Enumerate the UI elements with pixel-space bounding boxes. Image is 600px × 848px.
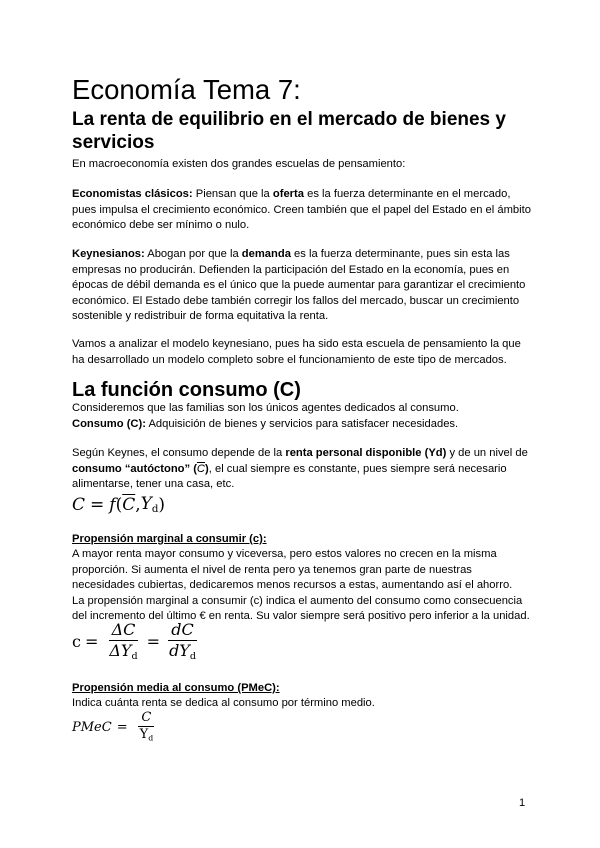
classical-text-1: Piensan que la (192, 188, 273, 200)
keynes-bold-autonomous (72, 463, 209, 475)
formula1-function: f (109, 494, 116, 515)
formula1-income (141, 494, 159, 515)
keynes-autonomous-close: ) (205, 462, 209, 475)
formula3-den-sub: d (148, 733, 154, 743)
classical-paragraph (72, 187, 532, 234)
formula3-den-y: Y (139, 727, 149, 743)
mpc-formula (72, 621, 203, 662)
keynesian-label: Keynesianos: (72, 248, 145, 260)
apc-formula (72, 711, 160, 743)
classical-label: Economistas clásicos: (72, 188, 193, 200)
formula1-autonomous: $\overline{C}$ (122, 494, 136, 515)
formula2-equals-1: = (84, 632, 99, 651)
analysis-paragraph: Vamos a analizar el modelo keynesiano, pues ha sido esta escuela de pensamiento la que ha desarrollado un modelo completo sobre el funcionamiento de este tipo de mercados. (72, 338, 521, 366)
formula2-num-delta: ΔC (109, 621, 139, 641)
page-number: 1 (519, 797, 526, 809)
formula2-den-delta-y: ΔY (109, 640, 132, 660)
mpc-paragraph (72, 547, 532, 625)
keynes-text-2: y de un nivel de (446, 447, 528, 459)
formula2-den-delta (106, 641, 140, 662)
keynesian-paragraph (72, 247, 532, 325)
formula1-close-paren: ) (158, 494, 166, 515)
keynes-paragraph (72, 446, 532, 493)
mpc-heading: Propensión marginal a consumir (c): (72, 533, 267, 545)
formula3-den (137, 727, 157, 743)
formula1-lhs: C (72, 494, 86, 515)
formula2-den-derivative (166, 641, 199, 662)
apc-heading: Propensión media al consumo (PMeC): (72, 682, 280, 694)
formula2-fraction-delta (106, 621, 140, 662)
formula3-num: C (138, 711, 154, 727)
mpc-text-1: A mayor renta mayor consumo y viceversa, pero estos valores no crecen en la misma proporción. Si aumenta el nivel de renta pero ya tenemos gran parte de nuestras necesidades cubiertas, dedicaremos menos recursos a estas, aumentando así el ahorro. (72, 548, 513, 591)
keynes-bold-income: renta personal disponible (Yd) (285, 447, 447, 459)
keynes-text-1: Según Keynes, el consumo depende de la (72, 447, 286, 459)
intro-paragraph: En macroeconomía existen dos grandes escuelas de pensamiento: (72, 158, 406, 170)
keynesian-bold-demand: demanda (241, 248, 291, 260)
section-title-consumption: La función consumo (C) (72, 379, 301, 401)
consumption-definition: Adquisición de bienes y servicios para satisfacer necesidades. (145, 417, 459, 430)
formula3-lhs: PMeC (72, 719, 112, 735)
classical-bold-offer: oferta (272, 188, 304, 200)
formula2-den-delta-sub: d (131, 650, 138, 662)
formula2-equals-2: = (146, 632, 161, 651)
formula2-fraction-derivative (166, 621, 199, 662)
formula2-den-derivative-y: dY (169, 640, 190, 660)
consumption-function-formula (72, 494, 165, 515)
keynes-autonomous-label: consumo “autóctono” ( (72, 462, 197, 475)
formula1-equals: = (90, 494, 105, 515)
consumption-paragraph (72, 401, 532, 432)
keynesian-text-2: es la fuerza determinante, pues sin esta las empresas no producirán. Defienden la participación del Estado en la economía, pues en épocas de débil demanda es el único que la puede aumentar para garantizar el crecimiento económico. El Estado debe también corregir los fallos del mercado, buscar un crecimiento sostenible y redistribuir de forma equitativa la renta. (72, 248, 526, 322)
formula1-income-sub: d (151, 504, 159, 516)
formula2-num-derivative: dC (168, 621, 196, 641)
mpc-text-2: La propensión marginal a consumir (c) indica el aumento del consumo como consecuencia del incremento del último € en renta. Su valor siempre será positivo pero inferior a la unidad. (72, 594, 530, 622)
autonomous-consumption-symbol: $\overline{C}$ (196, 462, 206, 475)
consumption-label: Consumo (C): (72, 417, 146, 430)
classical-text-2: es la fuerza determinante en el mercado, pues impulsa el crecimiento económico. Creen también que el papel del Estado en el ámbito económico debe ser mínimo o nulo. (72, 188, 531, 231)
document-title: Economía Tema 7: (72, 74, 301, 105)
consumption-line-1: Consideremos que las familias son los únicos agentes dedicados al consumo. (72, 402, 459, 414)
formula2-lhs: c (72, 632, 81, 651)
document-subtitle: La renta de equilibrio en el mercado de bienes y servicios (72, 109, 506, 153)
formula1-open-paren: ( (115, 494, 123, 515)
formula1-income-y: Y (140, 494, 152, 514)
keynesian-text-1: Abogan por que la (144, 248, 242, 260)
formula3-fraction (137, 711, 157, 743)
formula3-equals: = (116, 719, 128, 735)
apc-paragraph: Indica cuánta renta se dedica al consumo por término medio. (72, 697, 375, 709)
formula2-den-derivative-sub: d (189, 650, 197, 662)
formula1-comma: , (135, 494, 141, 515)
keynes-text-3: , el cual siempre es constante, pues siempre será necesario alimentarse, tener una casa, etc. (72, 462, 507, 490)
